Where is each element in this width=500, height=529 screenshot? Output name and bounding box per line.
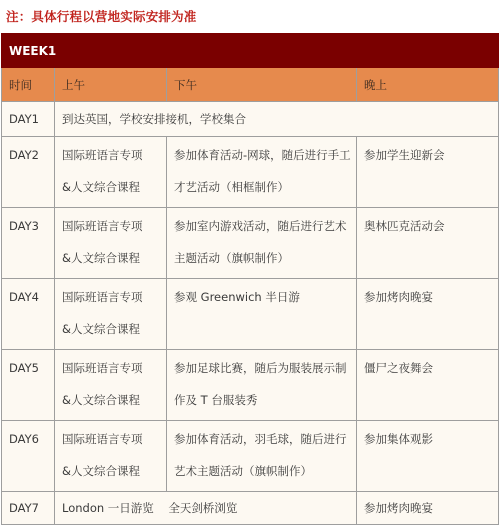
morning-line: 国际班语言专项: [62, 361, 143, 375]
morning-cell: [55, 421, 167, 492]
day-label: DAY7: [2, 492, 55, 525]
table-row: [2, 492, 499, 525]
day-label: DAY2: [2, 137, 55, 208]
morning-cell: [55, 350, 167, 421]
day-activity: London 一日游览 全天剑桥浏览: [55, 492, 357, 525]
afternoon-cell: [167, 137, 357, 208]
table-row: [2, 102, 499, 137]
morning-line: 国际班语言专项: [62, 432, 143, 446]
table-row: [2, 350, 499, 421]
evening-cell: 参加烤肉晚宴: [357, 492, 499, 525]
schedule-note: 注：具体行程以营地实际安排为准: [6, 9, 197, 24]
week-header-row: [2, 34, 499, 68]
morning-line: &人文综合课程: [62, 251, 140, 265]
table-row: [2, 208, 499, 279]
afternoon-line: 才艺活动（相框制作）: [174, 180, 289, 194]
afternoon-line: 作及 T 台服装秀: [174, 393, 258, 407]
week-title: WEEK1: [2, 34, 499, 68]
morning-line: 国际班语言专项: [62, 219, 143, 233]
morning-line: 国际班语言专项: [62, 148, 143, 162]
header-evening: 晚上: [357, 68, 499, 102]
day-label: DAY5: [2, 350, 55, 421]
afternoon-cell: [167, 421, 357, 492]
evening-cell: 参加烤肉晚宴: [357, 279, 499, 350]
day-label: DAY4: [2, 279, 55, 350]
afternoon-cell: [167, 350, 357, 421]
morning-cell: [55, 137, 167, 208]
day-label: DAY1: [2, 102, 55, 137]
afternoon-line: 参加体育活动，羽毛球，随后进行: [174, 432, 347, 446]
table-row: [2, 421, 499, 492]
full-day-activity: 到达英国，学校安排接机，学校集合: [55, 102, 499, 137]
afternoon-cell: [167, 279, 357, 350]
table-row: [2, 137, 499, 208]
afternoon-line: 参观 Greenwich 半日游: [174, 290, 300, 304]
header-time: 时间: [2, 68, 55, 102]
afternoon-line: 参加体育活动-网球，随后进行手工: [174, 148, 351, 162]
column-header-row: [2, 68, 499, 102]
morning-line: &人文综合课程: [62, 180, 140, 194]
afternoon-line: 参加室内游戏活动，随后进行艺术: [174, 219, 347, 233]
evening-cell: 参加集体观影: [357, 421, 499, 492]
morning-line: &人文综合课程: [62, 393, 140, 407]
afternoon-line: 参加足球比赛，随后为服装展示制: [174, 361, 347, 375]
afternoon-line: 艺术主题活动（旗帜制作）: [174, 464, 312, 478]
header-morning: 上午: [55, 68, 167, 102]
morning-line: &人文综合课程: [62, 322, 140, 336]
afternoon-line: 主题活动（旗帜制作）: [174, 251, 289, 265]
evening-cell: 僵尸之夜舞会: [357, 350, 499, 421]
table-row: [2, 279, 499, 350]
evening-cell: 奥林匹克活动会: [357, 208, 499, 279]
morning-cell: [55, 279, 167, 350]
morning-line: &人文综合课程: [62, 464, 140, 478]
day-label: DAY3: [2, 208, 55, 279]
afternoon-cell: [167, 208, 357, 279]
header-afternoon: 下午: [167, 68, 357, 102]
morning-cell: [55, 208, 167, 279]
day-label: DAY6: [2, 421, 55, 492]
evening-cell: 参加学生迎新会: [357, 137, 499, 208]
itinerary-table: [1, 33, 499, 525]
morning-line: 国际班语言专项: [62, 290, 143, 304]
